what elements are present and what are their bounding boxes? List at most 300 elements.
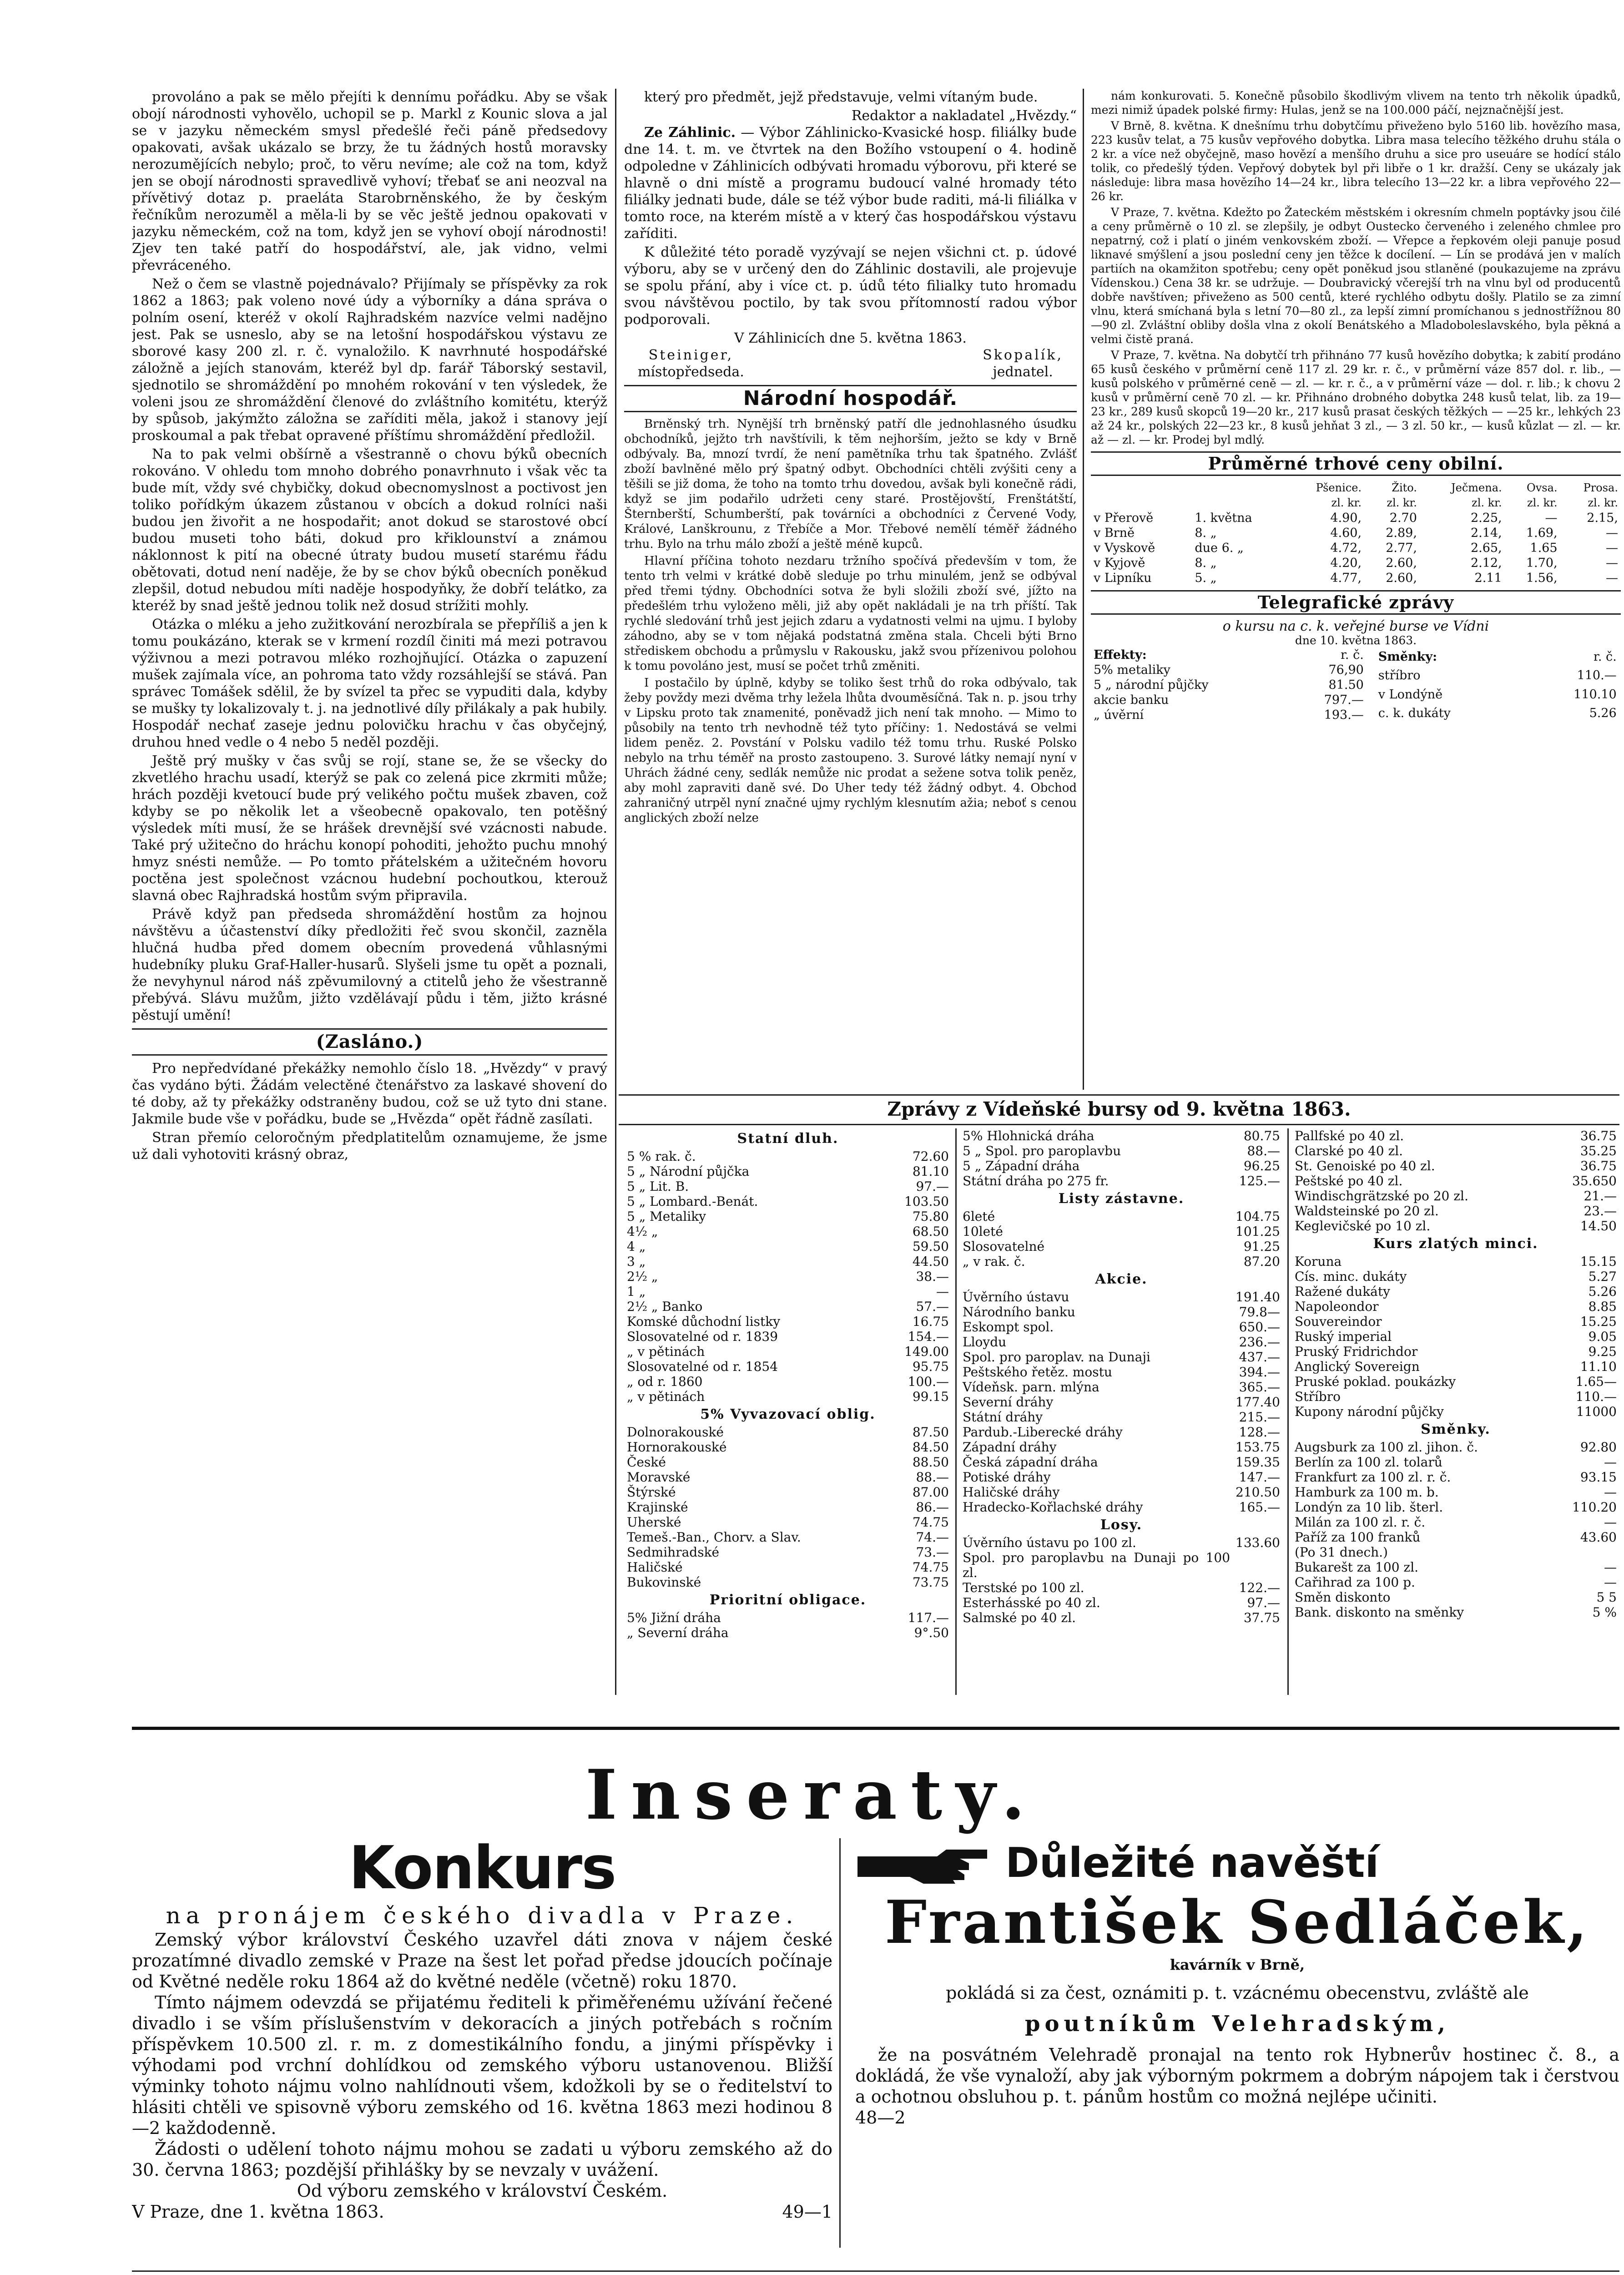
grain-place: v Lipníku xyxy=(1094,571,1152,585)
table-row xyxy=(1091,693,1367,708)
table-row xyxy=(1292,1575,1619,1590)
security-name: 5 „ Metaliky xyxy=(627,1209,706,1224)
table-row xyxy=(960,1335,1283,1350)
security-rate: 8.85 xyxy=(1588,1299,1617,1314)
grain-value: 4.60, xyxy=(1330,526,1362,540)
security-name: Vídeňsk. parn. mlýna xyxy=(963,1380,1099,1395)
table-row xyxy=(624,1224,952,1239)
table-unit: r. č. xyxy=(1340,648,1364,662)
security-rate: 236.— xyxy=(1239,1335,1280,1350)
security-name: Esterhásské po 40 zl. xyxy=(963,1595,1100,1610)
table-cell: stříbro xyxy=(1378,668,1421,683)
security-rate: 122.— xyxy=(1239,1580,1280,1595)
security-rate: 5.27 xyxy=(1588,1269,1617,1284)
security-rate: 21.— xyxy=(1584,1188,1617,1203)
bourse-column-2 xyxy=(960,1128,1283,1695)
article-paragraph: K důležité této poradě vyzývají se nejen všichni ct. p. údové výboru, aby se v určený den do Záhlinic dostavili, ale projevuje se spolu přání, aby i více ct. p. údů této filialky tuto hromadu svou návštěvou poctilo, by tak svou přítomností radou výbor podporovali. xyxy=(624,244,1077,328)
grain-value: — xyxy=(1606,526,1618,540)
table-row xyxy=(960,1128,1283,1143)
security-rate: 5.26 xyxy=(1588,1284,1617,1299)
table-cell: 5 „ národní půjčky xyxy=(1094,678,1209,692)
zaslano-heading: (Zasláno.) xyxy=(132,1028,607,1056)
security-name: Cís. minc. dukáty xyxy=(1295,1269,1407,1284)
grain-price-table xyxy=(1091,480,1621,586)
security-name: St. Genoiské po 40 zl. xyxy=(1295,1158,1435,1173)
security-name: České xyxy=(627,1455,666,1470)
security-rate: 84.50 xyxy=(912,1440,949,1455)
signature-role: jednatel. xyxy=(993,364,1053,380)
security-rate: 15.15 xyxy=(1580,1254,1617,1269)
table-row xyxy=(1292,1299,1619,1314)
table-row xyxy=(1292,1605,1619,1620)
grain-value: 2.70 xyxy=(1389,511,1417,525)
security-rate: 1.65— xyxy=(1575,1374,1617,1389)
security-name: 5 % rak. č. xyxy=(627,1149,696,1164)
security-rate: 79.8— xyxy=(1239,1304,1280,1320)
grain-heading: Průměrné trhové ceny obilní. xyxy=(1091,451,1621,476)
bourse-section-heading: Statní dluh. xyxy=(737,1131,839,1147)
security-name: 5% Jižní dráha xyxy=(627,1610,721,1625)
grain-col-header: Prosa. xyxy=(1583,481,1618,494)
security-name: Potiské dráhy xyxy=(963,1470,1051,1485)
security-rate: 88.— xyxy=(916,1470,949,1485)
security-rate: 11000 xyxy=(1576,1404,1617,1419)
security-name: (Po 31 dnech.) xyxy=(1295,1545,1388,1560)
security-rate: 394.— xyxy=(1239,1365,1280,1380)
inserty-rule xyxy=(132,1727,1619,1730)
bourse-title: Zprávy z Vídeňské bursy od 9. května 1863. xyxy=(887,1098,1351,1120)
table-row xyxy=(624,1359,952,1374)
article-heading: Ze Záhlinic. xyxy=(644,125,736,141)
security-rate: 35.25 xyxy=(1580,1143,1617,1158)
column-rule xyxy=(615,89,616,1695)
security-name: Sedmihradské xyxy=(627,1545,720,1560)
table-row xyxy=(624,1374,952,1389)
security-rate: 650.— xyxy=(1239,1320,1280,1335)
bourse-section-heading: 5% Vyvazovací oblig. xyxy=(700,1406,876,1422)
grain-value: 2.14, xyxy=(1470,526,1502,540)
article-paragraph: Hlavní příčina tohoto nezdaru tržního spočívá především v tom, že tento trh velmi v krátké době sleduje po trhu minulém, jenž se odbýval před třemi týdny. Obchodníci sotva že byli složili zboží své, jížto na předešlém trhu vyloženo měli, již aby opět nakládali je na trh příští. Tak rychlé sledování trhů jest jejich zdaru a vydatnosti velmi na ujmu. I byloby záhodno, aby se v tom nějaká podstatná změna stala. Chceli býti Brno střediskem obchodu a průmyslu v Rakousku, jakž svou přízenivou polohou k tomu povoláno jest, musí se počet trhů změniti. xyxy=(624,554,1077,673)
security-name: 5% Hlohnická dráha xyxy=(963,1128,1094,1143)
table-row xyxy=(624,1299,952,1314)
grain-date: 8. „ xyxy=(1195,526,1217,540)
security-rate: 37.75 xyxy=(1243,1610,1280,1625)
grain-place: v Vyskově xyxy=(1094,541,1155,555)
security-rate: 73.— xyxy=(916,1545,949,1560)
column-1 xyxy=(132,89,607,1695)
bourse-table xyxy=(1292,1440,1619,1620)
table-row xyxy=(1376,685,1619,704)
table-row xyxy=(960,1320,1283,1335)
security-name: 10leté xyxy=(963,1224,1003,1239)
column-2 xyxy=(624,89,1077,1090)
security-name: 5 „ Lit. B. xyxy=(627,1179,689,1194)
security-rate: 365.— xyxy=(1239,1380,1280,1395)
grain-col-header: Pšenice. xyxy=(1316,481,1362,494)
grain-value: 2.60, xyxy=(1386,571,1417,585)
security-rate: 165.— xyxy=(1239,1500,1280,1515)
security-rate: 81.10 xyxy=(912,1164,949,1179)
security-name: Úvěrního ústavu po 100 zl. xyxy=(963,1535,1136,1550)
table-row xyxy=(1292,1188,1619,1203)
dateline: V Záhlinicích dne 5. května 1863. xyxy=(734,330,967,346)
security-name: „ od r. 1860 xyxy=(627,1374,703,1389)
grain-col-header: Ovsa. xyxy=(1527,481,1558,494)
article-paragraph: Právě když pan předseda shromáždění hostům za hojnou návštěvu a účastenství díky předložiti řeč svou skončil, zazněla hlučná hudba před domem obecním provedená vůhlasnými hudebníky pluku Graf-Haller-husarů. Slyšeli jsme tu opět a poznali, že nevyhynul národ náš zpěvumilovný a ctitelů jeho že všestranně přebývá. Slávu mužům, jižto vzdělávají půdu i těm, jižto krásné pěstují umění! xyxy=(132,906,607,1023)
table-row xyxy=(960,1535,1283,1550)
grain-unit: zl. kr. xyxy=(1387,496,1417,509)
table-row xyxy=(960,1485,1283,1500)
security-name: 5 „ Lombard.-Benát. xyxy=(627,1194,758,1209)
table-row xyxy=(1292,1254,1619,1269)
security-name: 1 „ xyxy=(627,1284,646,1299)
telegraph-subtitle: o kursu na c. k. veřejné burse ve Vídni xyxy=(1222,618,1489,634)
security-name: Paříž za 100 franků xyxy=(1295,1530,1421,1545)
table-row xyxy=(1292,1173,1619,1188)
signature-name: Skopalík, xyxy=(983,347,1063,363)
security-name: 2½ „ Banko xyxy=(627,1299,703,1314)
grain-value: 2.11 xyxy=(1474,571,1502,585)
ad-paragraph: Zemský výbor království Českého uzavřel dáti znova v nájem české prozatímné divadlo zemské v Praze na šest let pořad předse jdoucích počínaje od Květné neděle roku 1864 až do květné neděle (včetně) roku 1870. xyxy=(132,1930,832,1992)
security-rate: 43.60 xyxy=(1580,1530,1617,1545)
security-name: Lloydu xyxy=(963,1335,1007,1350)
article-paragraph: V Praze, 7. května. Na dobytčí trh přihnáno 77 kusů hovězího dobytka; k zabití prodáno 65 kusů českého v průměrní ceně 117 zl. 29 kr. r. č., v průměrní váze 857 dol. r. lib., — kusů polského v průměrné ceně — zl. — kr. r. č., a v průměrní váze — dol. r. lib.; k chovu 2 kusů v průměrní ceně 70 zl. — kr. Přihnáno drobného dobytka 248 kusů telat, lib. za 19—23 kr., 289 kusů skopců 19—20 kr., 217 kusů prasat českých těžkých — —25 kr., lehkých 23 až 24 kr., polských 22—23 kr., 8 kusů jehňat 3 zl., — 3 zl. 50 kr., — kusů kůzlat — zl. — kr. až — zl. — kr. Prodej byl mdlý. xyxy=(1091,349,1621,446)
security-name: Štýrské xyxy=(627,1485,676,1500)
grain-date: due 6. „ xyxy=(1195,541,1244,555)
security-rate: 72.60 xyxy=(912,1149,949,1164)
bourse-title-rule xyxy=(619,1124,1619,1125)
security-name: Národního banku xyxy=(963,1304,1075,1320)
table-row xyxy=(960,1580,1283,1595)
table-row xyxy=(624,1164,952,1179)
grain-value: 1.65 xyxy=(1530,541,1558,555)
table-row xyxy=(960,1289,1283,1304)
security-name: Haličské dráhy xyxy=(963,1485,1060,1500)
ad-divider xyxy=(839,1838,841,2248)
table-row xyxy=(624,1515,952,1530)
table-row xyxy=(1091,511,1621,526)
bourse-rule xyxy=(1287,1128,1289,1695)
table-row xyxy=(624,1149,952,1164)
table-row xyxy=(624,1194,952,1209)
security-name: Pruské poklad. poukázky xyxy=(1295,1374,1456,1389)
bourse-section-heading: Směnky. xyxy=(1421,1421,1491,1437)
security-rate: 125.— xyxy=(1239,1173,1280,1188)
security-rate: 437.— xyxy=(1239,1350,1280,1365)
security-rate: 9°.50 xyxy=(914,1625,949,1640)
bourse-table xyxy=(960,1535,1283,1625)
table-row xyxy=(624,1485,952,1500)
security-rate: 11.10 xyxy=(1580,1359,1617,1374)
article-paragraph: Ještě prý mušky v čas svůj se rojí, stane se, že se všecky do zkvetlého hrachu usadí, kterýž se pak co zelená pice zkrmiti může; hrách později kvetoucí bude prý velikého počtu mušek zbaven, což kdyby se po několik let a všeobecně opakovalo, ten potěšný výsledek míti musí, že se hrášek drevnější své vzácnosti nabude. Také prý užitečno do hráchu konopí pohoditi, jehožto puchu mnohý hmyz snésti nemůže. — Po tomto přátelském a užitečném hovoru poctěna jest společnost vzácnou hudební pochoutkou, kterouž slavná obec Rajhradská hostům svým připravila. xyxy=(132,753,607,904)
security-rate: 92.80 xyxy=(1580,1440,1617,1455)
security-rate: 15.25 xyxy=(1580,1314,1617,1329)
table-row xyxy=(1292,1374,1619,1389)
table-row xyxy=(1292,1590,1619,1605)
security-rate: 86.— xyxy=(916,1500,949,1515)
security-rate: 35.650 xyxy=(1572,1173,1617,1188)
grain-value: 2.77, xyxy=(1386,541,1417,555)
table-row xyxy=(624,1179,952,1194)
telegraph-heading: Telegrafické zprávy xyxy=(1091,590,1621,615)
security-name: Ruský imperial xyxy=(1295,1329,1392,1344)
security-rate: — xyxy=(936,1284,949,1299)
table-row xyxy=(960,1254,1283,1269)
security-rate: 74.— xyxy=(916,1530,949,1545)
table-row xyxy=(624,1610,952,1625)
security-name: 4½ „ xyxy=(627,1224,658,1239)
ad-paragraph: Žádosti o udělení tohoto nájmu mohou se zadati u výboru zemského až do 30. června 1863; pozdější přihlášky by se nevzaly v uvážení. xyxy=(132,2139,832,2180)
table-row xyxy=(624,1209,952,1224)
article-paragraph: Stran přemío celoročným předplatitelům oznamujeme, že jsme už dali vyhotoviti krásný obraz, xyxy=(132,1130,607,1163)
security-rate: 36.75 xyxy=(1580,1158,1617,1173)
signature-role: místopředseda. xyxy=(638,364,744,380)
grain-value: — xyxy=(1545,511,1558,525)
table-row xyxy=(624,1254,952,1269)
footer-rule xyxy=(132,2270,1619,2272)
table-cell: 797.— xyxy=(1324,693,1364,707)
grain-place: v Přerově xyxy=(1094,511,1154,525)
security-rate: 59.50 xyxy=(912,1239,949,1254)
security-name: 5 „ Západní dráha xyxy=(963,1158,1080,1173)
security-rate: 128.— xyxy=(1239,1425,1280,1440)
security-name: 6leté xyxy=(963,1209,995,1224)
table-row xyxy=(1292,1158,1619,1173)
security-rate: 96.25 xyxy=(1243,1158,1280,1173)
table-row xyxy=(1376,704,1619,723)
table-row xyxy=(1292,1218,1619,1234)
grain-value: — xyxy=(1606,541,1618,555)
article-paragraph: nám konkurovati. 5. Konečně působilo škodlivým vlivem na tento trh několik úpadků, mezi nimiž úpadek polské firmy: Hulas, jenž se na 100.000 páčí, nejznačnější jest. xyxy=(1091,89,1621,116)
grain-value: 2.15, xyxy=(1587,511,1618,525)
bourse-section-heading: Losy. xyxy=(1100,1517,1143,1533)
table-row xyxy=(960,1440,1283,1455)
bourse-column-1 xyxy=(624,1128,952,1695)
article-paragraph: I postačilo by úplně, kdyby se toliko šest trhů do roka odbývalo, tak žeby povždy mezi dvěma trhy ležela lhůta dvouměsíčná. Tak n. p. jsou trhy v Lipsku proto tak znamenité, poněvadž jich není tak mnoho. — Mimo to působily na tento trh nevhodně též tyto příčiny: 1. Nedostává se velmi lidem peněz. 2. Povstání v Polsku vadilo též tomu trhu. Ruské Polsko nebylo na trhu téměř na prosto zastoupeno. 3. Surové látky nemají nyní v Uhrách žádné ceny, sedlák nemůže nic prodat a sežene sotva tolik peněz, aby mohl zapraviti daně své. Do Uher tedy též žádný odbyt. 4. Obchod zahraničný utrpěl nyní značné ujmy rychlým klesnutím ažia; neboť s cenou anglických zboží nelze xyxy=(624,676,1077,825)
article-paragraph: který pro předmět, jejž představuje, velmi vítaným bude. xyxy=(644,89,1038,105)
table-header: Effekty: xyxy=(1094,648,1147,662)
table-row xyxy=(1292,1455,1619,1470)
security-rate: 68.50 xyxy=(912,1224,949,1239)
table-row xyxy=(624,1625,952,1640)
security-rate: 153.75 xyxy=(1236,1440,1280,1455)
table-cell: 110.— xyxy=(1577,668,1617,683)
bourse-rule xyxy=(955,1128,957,1695)
ad-paragraph: že na posvátném Velehradě pronajal na tento rok Hybnerův hostinec č. 8., a dokládá, že vše vynaloží, aby jak výborným pokrmem a dobrým nápojem tak i čerstvou a ochotnou obsluhou p. t. pánům hostům co možná nejlépe učiniti. xyxy=(855,2045,1619,2107)
security-rate: 74.75 xyxy=(912,1560,949,1575)
ad-occupation: kavárník v Brně, xyxy=(1170,1956,1305,1973)
table-row xyxy=(1292,1545,1619,1560)
security-name: „ Severní dráha xyxy=(627,1625,729,1640)
table-row xyxy=(1292,1440,1619,1455)
ad-name: František Sedláček, xyxy=(884,1887,1590,1957)
security-name: Frankfurt za 100 zl. r. č. xyxy=(1295,1470,1451,1485)
bourse-table xyxy=(960,1209,1283,1269)
article-paragraph: V Brně, 8. května. K dnešnímu trhu dobytčímu přiveženo bylo 5160 lib. hovězího masa, 223 kusův telat, a 75 kusův vepřového dobytka. Libra masa telecího těžkého druhu stála o 2 kr. a více než obyčejně, maso hovězí a menšího druhu a sice pro useuáre se hodící stálo tolik, co předešlý týden. Vepřový dobytek byl při libře o 1 kr. dražší. Ceny se ukázaly jak následuje: libra masa hovězího 14—24 kr., libra telecího 13—22 kr. a libra vepřového 22—26 kr. xyxy=(1091,119,1621,203)
security-name: „ v pětinách xyxy=(627,1389,705,1404)
table-cell: 5.26 xyxy=(1589,706,1617,720)
table-header: Směnky: xyxy=(1378,650,1437,664)
grain-value: — xyxy=(1606,556,1618,570)
security-name: Úvěrního ústavu xyxy=(963,1289,1069,1304)
security-rate: 87.20 xyxy=(1243,1254,1280,1269)
security-name: Hamburk za 100 m. b. xyxy=(1295,1485,1439,1500)
table-row xyxy=(1091,526,1621,541)
security-name: Stříbro xyxy=(1295,1389,1341,1404)
table-row xyxy=(1292,1344,1619,1359)
article-paragraph: Na to pak velmi obšírně a všestranně o chovu býků obecních rokováno. V ohledu tom mnoho dobrého ponavrhnuto i však věc ta bude mít, vždy své chybičky, dokud obecnomyslnost a poctivost jen toliko pořídkým úkazem zůstanou v obcích a dokud rolníci naši budou jen živořit a ne hospodařit; anot dokud se starostové obcí budou museti toho báti, dokud pro křiklounství a známou náklonnost k pití na obecné útraty budou musetí starému řádu obětovati, dotud není naděje, že by se chov býků obecních poněkud zlepšil, dotud nebudou míti naděje hospodyňky, že dobří telátko, za kteréž by snad ještě jednou tolik než dosud strížiti mohly. xyxy=(132,446,607,614)
grain-value: 4.20, xyxy=(1330,556,1362,570)
table-cell: 81.50 xyxy=(1328,678,1364,692)
table-row xyxy=(960,1395,1283,1410)
security-name: Státní dráha po 275 fr. xyxy=(963,1173,1109,1188)
security-name: 3 „ xyxy=(627,1254,646,1269)
security-rate: 91.25 xyxy=(1243,1239,1280,1254)
table-row xyxy=(960,1143,1283,1158)
table-row xyxy=(1292,1470,1619,1485)
table-row xyxy=(624,1389,952,1404)
security-name: Anglický Sovereign xyxy=(1295,1359,1420,1374)
table-row xyxy=(960,1455,1283,1470)
bourse-column-3 xyxy=(1292,1128,1619,1695)
bourse-section-heading: Kurs zlatých minci. xyxy=(1373,1236,1538,1252)
security-rate: 5 5 xyxy=(1596,1590,1617,1605)
grain-date: 8. „ xyxy=(1195,556,1217,570)
security-name: Kupony národní půjčky xyxy=(1295,1404,1444,1419)
security-rate: 103.50 xyxy=(904,1194,949,1209)
grain-place: v Kyjově xyxy=(1094,556,1145,570)
grain-value: 2.12, xyxy=(1470,556,1502,570)
security-rate: 110.— xyxy=(1575,1389,1617,1404)
table-row xyxy=(1091,677,1367,693)
security-rate: 97.— xyxy=(916,1179,949,1194)
table-row xyxy=(1091,556,1621,571)
article-text: — Výbor Záhlinicko-Kvasické hosp. filiálky bude dne 14. t. m. ve čtvrtek na den Božího vstoupení o 4. hodině odpoledne v Záhlinicích odbývati hromadu výborovu, při které se hlavně o dni místě a programu budoucí valné hromady této filiálky jednati bude, dále se též výbor bude raditi, má-li filiálka v tomto roce, na kterém místě a v který čas hospodářskou výstavu zaříditi. xyxy=(624,125,1077,242)
article-paragraph: Brněnský trh. Nynější trh brněnský patří dle jednohlasného úsudku obchodníků, jejžto trh navštívili, k těm nejhorším, ježto se kdy v Brně odbývaly. Ba, mnozí tvrdí, že není pamětníka trhu tak špatného. Zvlášť zboží bavlněné mělo prý špatný odbyt. Obchodníci chtěli zvýšiti ceny a těšili se již doma, že toho na tomto trhu dovedou, avšak byli konečně rádi, když se jim podařilo udržeti ceny staré. Prostějovští, Frenštátští, Šternberští, Schumberští, pak továrníci a obchodníci z Červené Vody, Králové, Lanškrounu, z Třebíče a Mor. Třebové nemělí téměř žádného trhu. Bylo na trhu málo zboží a ještě méně kupců. xyxy=(624,417,1077,551)
column-rule xyxy=(1083,89,1084,1090)
security-name: Ražené dukáty xyxy=(1295,1284,1390,1299)
security-rate: 88.50 xyxy=(912,1455,949,1470)
security-rate: 93.15 xyxy=(1580,1470,1617,1485)
security-rate: 38.— xyxy=(916,1269,949,1284)
bourse-table xyxy=(960,1289,1283,1515)
konkurs-title: Konkurs xyxy=(348,1834,616,1902)
table-row xyxy=(1292,1128,1619,1143)
ad-number: 49—1 xyxy=(782,2202,832,2222)
table-row xyxy=(1091,708,1367,723)
table-row xyxy=(624,1500,952,1515)
table-row xyxy=(1292,1203,1619,1218)
security-rate: 36.75 xyxy=(1580,1128,1617,1143)
table-row xyxy=(960,1209,1283,1224)
table-row xyxy=(624,1560,952,1575)
table-row xyxy=(960,1365,1283,1380)
security-rate: — xyxy=(1604,1515,1617,1530)
table-cell: 193.— xyxy=(1324,708,1364,722)
security-name: Berlín za 100 zl. tolarů xyxy=(1295,1455,1442,1470)
table-row xyxy=(624,1284,952,1299)
grain-value: 1.70, xyxy=(1526,556,1558,570)
table-row xyxy=(960,1425,1283,1440)
security-rate: 75.80 xyxy=(912,1209,949,1224)
table-row xyxy=(624,1545,952,1560)
table-row xyxy=(1091,571,1621,586)
security-rate: 87.50 xyxy=(912,1425,949,1440)
security-rate: 149.00 xyxy=(904,1344,949,1359)
security-name: Západní dráhy xyxy=(963,1440,1057,1455)
security-name: Bukovinské xyxy=(627,1575,701,1590)
security-rate: 9.05 xyxy=(1588,1329,1617,1344)
grain-value: 4.90, xyxy=(1330,511,1362,525)
table-row xyxy=(1292,1404,1619,1419)
grain-col-header: Žito. xyxy=(1392,481,1417,494)
ad-date: V Praze, dne 1. května 1863. xyxy=(132,2202,384,2222)
table-row xyxy=(960,1610,1283,1625)
ad-signature: Od výboru zemského v království Českém. xyxy=(297,2181,668,2201)
security-name: Krajinské xyxy=(627,1500,688,1515)
security-name: Slosovatelné od r. 1839 xyxy=(627,1329,778,1344)
grain-value: 2.89, xyxy=(1386,526,1417,540)
bourse-table xyxy=(960,1128,1283,1188)
inserty-title: Inseraty. xyxy=(585,1755,1039,1835)
bourse-top-rule xyxy=(619,1094,1619,1096)
security-name: Salmské po 40 zl. xyxy=(963,1610,1076,1625)
security-rate: 117.— xyxy=(908,1610,949,1625)
table-row xyxy=(960,1410,1283,1425)
grain-date: 5. „ xyxy=(1195,571,1217,585)
pointing-hand-icon xyxy=(855,1838,992,1888)
table-row xyxy=(960,1595,1283,1610)
bourse-table xyxy=(624,1149,952,1404)
table-row xyxy=(1292,1389,1619,1404)
security-rate: 100.— xyxy=(908,1374,949,1389)
security-rate: 9.25 xyxy=(1588,1344,1617,1359)
table-row xyxy=(624,1575,952,1590)
table-row xyxy=(1091,662,1367,677)
security-rate: 14.50 xyxy=(1580,1218,1617,1234)
table-row xyxy=(1292,1515,1619,1530)
security-rate: 88.— xyxy=(1247,1143,1280,1158)
signature-name: Steiniger, xyxy=(648,347,734,363)
security-rate xyxy=(1233,1550,1283,1580)
security-name: Uherské xyxy=(627,1515,681,1530)
bourse-table xyxy=(624,1425,952,1590)
security-name: Keglevičské po 10 zl. xyxy=(1295,1218,1431,1234)
grain-unit: zl. kr. xyxy=(1527,496,1558,509)
security-name: Moravské xyxy=(627,1470,691,1485)
security-name: Clarské po 40 zl. xyxy=(1295,1143,1403,1158)
security-name: Směn diskonto xyxy=(1295,1590,1391,1605)
security-name: Souvereindor xyxy=(1295,1314,1382,1329)
security-name: Napoleondor xyxy=(1295,1299,1379,1314)
security-name: 2½ „ xyxy=(627,1269,658,1284)
security-name: Londýn za 10 lib. šterl. xyxy=(1295,1500,1443,1515)
table-row xyxy=(1292,1329,1619,1344)
table-row xyxy=(1292,1269,1619,1284)
grain-unit: zl. kr. xyxy=(1472,496,1502,509)
security-name: Augsburk za 100 zl. jihon. č. xyxy=(1295,1440,1478,1455)
bourse-section-heading: Prioritní obligace. xyxy=(709,1592,867,1608)
table-row xyxy=(960,1470,1283,1485)
table-row xyxy=(1292,1485,1619,1500)
security-name: 5 „ Národní půjčka xyxy=(627,1164,750,1179)
ad-number: 48—2 xyxy=(855,2108,906,2128)
security-name: Terstské po 100 zl. xyxy=(963,1580,1084,1595)
table-row xyxy=(624,1329,952,1344)
table-row xyxy=(1091,541,1621,556)
security-rate: 101.25 xyxy=(1236,1224,1280,1239)
grain-value: 4.77, xyxy=(1330,571,1362,585)
